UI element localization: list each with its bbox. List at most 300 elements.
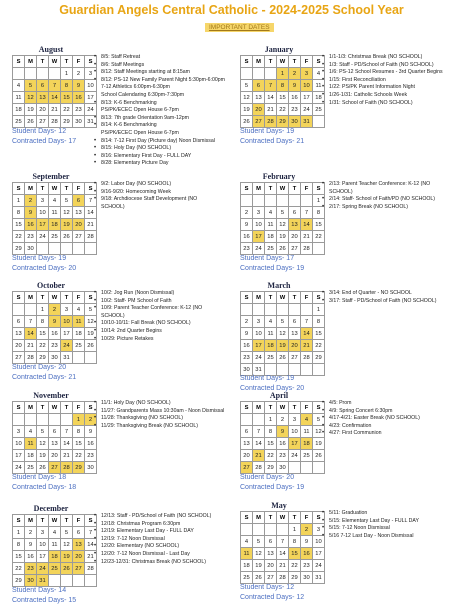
day-cell: 7: [85, 527, 97, 539]
day-cell: 23: [289, 104, 301, 116]
weekday-header: S: [313, 56, 325, 68]
day-cell: 5: [277, 316, 289, 328]
day-cell: 13: [289, 219, 301, 231]
december-month-title: December: [33, 504, 69, 513]
day-cell: 23: [25, 563, 37, 575]
august-day-grid: [12, 55, 97, 128]
weekday-header: W: [49, 515, 61, 527]
day-cell: 8: [73, 426, 85, 438]
january-day-grid: [240, 55, 325, 128]
empty-cell: [241, 524, 253, 536]
day-cell: 23: [241, 352, 253, 364]
weekday-header: M: [253, 402, 265, 414]
day-cell: 13: [49, 438, 61, 450]
day-cell: 18: [49, 219, 61, 231]
day-cell: 20: [289, 231, 301, 243]
day-cell: 23: [25, 231, 37, 243]
day-cell: 24: [253, 352, 265, 364]
event-item: • 8/5: Staff Retreat: [93, 54, 225, 62]
day-cell: 24: [13, 462, 25, 474]
january-calendar: [240, 44, 322, 128]
empty-cell: [241, 414, 253, 426]
day-cell: 15: [13, 219, 25, 231]
may-month-title: May: [271, 501, 287, 510]
day-cell: 23: [49, 340, 61, 352]
student-days: Student Days- 12: [12, 127, 67, 135]
november-calendar: [12, 390, 94, 474]
day-cell: 22: [13, 231, 25, 243]
day-cell: 8: [61, 80, 73, 92]
weekday-header: S: [13, 292, 25, 304]
day-cell: 1: [13, 195, 25, 207]
day-cell: 22: [37, 340, 49, 352]
event-item: • 4/17-4/21: Easter Break (NO SCHOOL): [321, 415, 420, 423]
event-item: • 3/17: Staff - PD/School of Faith (NO SCHOOL): [321, 298, 436, 306]
day-cell: 29: [277, 116, 289, 128]
day-cell: 3: [301, 68, 313, 80]
january-day-counts: [240, 127, 350, 147]
empty-cell: [301, 304, 313, 316]
day-cell: 8: [13, 539, 25, 551]
day-cell: 28: [85, 231, 97, 243]
day-cell: 6: [253, 80, 265, 92]
empty-cell: [25, 68, 37, 80]
weekday-header: T: [37, 56, 49, 68]
day-cell: 25: [13, 116, 25, 128]
day-cell: 6: [49, 426, 61, 438]
day-cell: 17: [85, 92, 97, 104]
day-cell: 12: [61, 207, 73, 219]
day-cell: 15: [289, 548, 301, 560]
weekday-header: T: [37, 292, 49, 304]
student-days: Student Days- 17: [240, 254, 295, 262]
empty-cell: [49, 414, 61, 426]
day-cell: 18: [25, 450, 37, 462]
event-item: • 12/20: 7-12 Noon Dismissal - Last Day: [93, 551, 211, 559]
february-month-title: February: [262, 172, 296, 181]
weekday-header: T: [289, 292, 301, 304]
weekday-header: S: [313, 292, 325, 304]
day-cell: 16: [289, 92, 301, 104]
day-cell: 11: [313, 80, 325, 92]
day-cell: 4: [241, 536, 253, 548]
contracted-days: Contracted Days- 19: [240, 483, 305, 491]
october-calendar: [12, 280, 94, 364]
day-cell: 2: [25, 195, 37, 207]
march-calendar: [240, 280, 322, 376]
day-cell: 10: [301, 80, 313, 92]
weekday-header: T: [61, 56, 73, 68]
october-day-grid: [12, 291, 97, 364]
day-cell: 26: [85, 340, 97, 352]
day-cell: 27: [253, 116, 265, 128]
september-day-grid: [12, 182, 97, 255]
event-item: • 4/5: Prom: [321, 400, 420, 408]
empty-cell: [25, 414, 37, 426]
day-cell: 18: [73, 328, 85, 340]
day-cell: 27: [73, 563, 85, 575]
weekday-header: S: [313, 512, 325, 524]
event-item: • 8/28: Elementary Picture Day: [93, 160, 225, 168]
weekday-header: W: [277, 512, 289, 524]
day-cell: 4: [73, 304, 85, 316]
event-item: • 9/16-9/20: Homecoming Week: [93, 189, 197, 197]
day-cell: 20: [73, 219, 85, 231]
weekday-header: F: [301, 56, 313, 68]
day-cell: 22: [277, 104, 289, 116]
day-cell: 28: [253, 462, 265, 474]
day-cell: 5: [313, 414, 325, 426]
day-cell: 28: [49, 116, 61, 128]
event-item: • 12/13: Staff - PD/School of Faith (NO SCHOOL): [93, 513, 211, 521]
day-cell: 8: [313, 207, 325, 219]
day-cell: 9: [73, 80, 85, 92]
day-cell: 18: [301, 438, 313, 450]
day-cell: 8: [313, 316, 325, 328]
april-day-counts: [240, 473, 350, 493]
day-cell: 13: [73, 207, 85, 219]
empty-cell: [265, 524, 277, 536]
event-item: • 8/15: Holy Day (NO SCHOOL): [93, 145, 225, 153]
november-month-title: November: [33, 391, 69, 400]
event-item: • 1/26-1/31: Catholic Schools Week: [321, 92, 443, 100]
day-cell: 16: [73, 92, 85, 104]
day-cell: 29: [289, 572, 301, 584]
day-cell: 28: [301, 352, 313, 364]
march-day-grid: [240, 291, 325, 376]
day-cell: 30: [25, 575, 37, 587]
day-cell: 5: [277, 207, 289, 219]
event-item: • 8/12: PS-12 New Family Parent Night 5:30pm-6:00pm: [93, 77, 225, 85]
day-cell: 14: [301, 328, 313, 340]
day-cell: 29: [313, 352, 325, 364]
day-cell: 22: [265, 450, 277, 462]
empty-cell: [241, 304, 253, 316]
event-item: PS/PK/ECEC Open House 6-7pm: [101, 129, 179, 136]
day-cell: 27: [289, 243, 301, 255]
day-cell: 20: [37, 104, 49, 116]
day-cell: 9: [85, 426, 97, 438]
day-cell: 28: [277, 572, 289, 584]
day-cell: 7: [301, 207, 313, 219]
april-event-list: [321, 400, 420, 438]
weekday-header: S: [13, 183, 25, 195]
day-cell: 25: [313, 104, 325, 116]
day-cell: 31: [37, 575, 49, 587]
day-cell: 7: [61, 426, 73, 438]
day-cell: 24: [289, 450, 301, 462]
weekday-header: S: [85, 515, 97, 527]
day-cell: 13: [265, 548, 277, 560]
student-days: Student Days- 19: [240, 127, 295, 135]
weekday-header: T: [289, 183, 301, 195]
day-cell: 4: [13, 80, 25, 92]
day-cell: 5: [253, 536, 265, 548]
day-cell: 19: [313, 438, 325, 450]
day-cell: 3: [37, 195, 49, 207]
weekday-header: T: [61, 292, 73, 304]
weekday-header: M: [25, 183, 37, 195]
weekday-header: W: [277, 56, 289, 68]
event-item: • 9/18: Archdiocese Staff Development (NO: [93, 196, 197, 204]
day-cell: 21: [25, 340, 37, 352]
day-cell: 4: [25, 426, 37, 438]
empty-cell: [13, 68, 25, 80]
empty-cell: [49, 68, 61, 80]
day-cell: 27: [289, 352, 301, 364]
empty-cell: [37, 68, 49, 80]
event-item: • 3/14: End of Quarter - NO SCHOOL: [321, 290, 436, 298]
day-cell: 14: [25, 328, 37, 340]
empty-cell: [13, 414, 25, 426]
day-cell: 18: [313, 92, 325, 104]
empty-cell: [289, 304, 301, 316]
day-cell: 10: [313, 536, 325, 548]
day-cell: 28: [61, 462, 73, 474]
day-cell: 16: [301, 548, 313, 560]
day-cell: 17: [301, 92, 313, 104]
day-cell: 14: [265, 92, 277, 104]
day-cell: 11: [301, 426, 313, 438]
event-item: • 5/15: Elementary Last Day - FULL DAY: [321, 518, 419, 526]
student-days: Student Days- 19: [12, 254, 67, 262]
day-cell: 24: [301, 104, 313, 116]
day-cell: 17: [289, 438, 301, 450]
day-cell: 3: [289, 414, 301, 426]
day-cell: 28: [265, 116, 277, 128]
day-cell: 18: [241, 560, 253, 572]
day-cell: 26: [61, 563, 73, 575]
weekday-header: W: [277, 183, 289, 195]
empty-cell: [265, 68, 277, 80]
event-item: • 8/12: Staff Meetings starting at 8:15am: [93, 69, 225, 77]
event-item: • 12/18: Christmas Program 6:30pm: [93, 521, 211, 529]
february-calendar: [240, 171, 322, 255]
day-cell: 2: [301, 524, 313, 536]
weekday-header: F: [73, 402, 85, 414]
day-cell: 20: [253, 104, 265, 116]
day-cell: 25: [265, 243, 277, 255]
day-cell: 30: [277, 462, 289, 474]
day-cell: 5: [37, 426, 49, 438]
empty-cell: [289, 195, 301, 207]
weekday-header: S: [241, 56, 253, 68]
event-item: • 8/16: Elementary First Day - FULL DAY: [93, 153, 225, 161]
day-cell: 1: [265, 414, 277, 426]
weekday-header: W: [277, 292, 289, 304]
student-days: Student Days- 20: [240, 473, 295, 481]
day-cell: 21: [265, 104, 277, 116]
september-event-list: [93, 181, 197, 211]
day-cell: 12: [37, 438, 49, 450]
march-month-title: March: [267, 281, 291, 290]
day-cell: 27: [37, 116, 49, 128]
event-item: • 1/15: First Reconciliation: [321, 77, 443, 85]
event-item: • 12/23-12/31: Christmas Break (NO SCHOOL): [93, 559, 211, 567]
day-cell: 4: [49, 195, 61, 207]
day-cell: 28: [85, 563, 97, 575]
day-cell: 25: [241, 572, 253, 584]
day-cell: 29: [13, 575, 25, 587]
day-cell: 16: [85, 438, 97, 450]
day-cell: 9: [49, 316, 61, 328]
day-cell: 1: [73, 414, 85, 426]
day-cell: 18: [13, 104, 25, 116]
weekday-header: S: [13, 402, 25, 414]
day-cell: 26: [25, 116, 37, 128]
event-item: • 1/1-1/3: Christmas Break (NO SCHOOL): [321, 54, 443, 62]
may-event-list: [321, 510, 419, 540]
student-days: Student Days- 12: [240, 583, 295, 591]
day-cell: 2: [73, 68, 85, 80]
weekday-header: T: [37, 183, 49, 195]
january-month-title: January: [264, 45, 294, 54]
event-item: • 1/22: PS/PK Parent Information Night: [321, 84, 443, 92]
event-item: • 4/23: Confirmation: [321, 423, 420, 431]
day-cell: 19: [61, 219, 73, 231]
weekday-header: W: [49, 183, 61, 195]
weekday-header: M: [25, 56, 37, 68]
weekday-header: T: [265, 512, 277, 524]
day-cell: 3: [313, 524, 325, 536]
day-cell: 20: [241, 450, 253, 462]
november-day-grid: [12, 401, 97, 474]
day-cell: 30: [49, 352, 61, 364]
day-cell: 31: [301, 116, 313, 128]
contracted-days: Contracted Days- 20: [12, 264, 77, 272]
day-cell: 1: [13, 527, 25, 539]
august-calendar: [12, 44, 94, 128]
day-cell: 20: [13, 340, 25, 352]
day-cell: 25: [265, 352, 277, 364]
day-cell: 16: [25, 551, 37, 563]
day-cell: 4: [265, 207, 277, 219]
day-cell: 4: [313, 68, 325, 80]
event-item: • 10/2: Jog Run (Noon Dismissal): [93, 290, 202, 298]
day-cell: 13: [253, 92, 265, 104]
september-calendar: [12, 171, 94, 255]
day-cell: 30: [301, 572, 313, 584]
day-cell: 11: [49, 207, 61, 219]
day-cell: 2: [289, 68, 301, 80]
day-cell: 26: [253, 572, 265, 584]
event-item: • 10/10-10/11: Fall Break (NO SCHOOL): [93, 320, 202, 328]
day-cell: 17: [253, 340, 265, 352]
weekday-header: S: [241, 183, 253, 195]
day-cell: 21: [85, 219, 97, 231]
day-cell: 2: [85, 414, 97, 426]
day-cell: 7: [25, 316, 37, 328]
day-cell: 12: [61, 539, 73, 551]
january-event-list: [321, 54, 443, 107]
day-cell: 22: [61, 104, 73, 116]
day-cell: 16: [25, 219, 37, 231]
day-cell: 13: [241, 438, 253, 450]
day-cell: 1: [313, 304, 325, 316]
contracted-days: Contracted Days- 12: [240, 593, 305, 601]
day-cell: 30: [85, 462, 97, 474]
day-cell: 18: [49, 551, 61, 563]
empty-cell: [25, 304, 37, 316]
day-cell: 5: [85, 304, 97, 316]
weekday-header: T: [61, 515, 73, 527]
day-cell: 28: [301, 243, 313, 255]
day-cell: 6: [265, 536, 277, 548]
day-cell: 23: [301, 560, 313, 572]
day-cell: 11: [265, 219, 277, 231]
day-cell: 5: [61, 527, 73, 539]
event-item: • 12/19: 7-12 Noon Dismissal: [93, 536, 211, 544]
weekday-header: M: [25, 292, 37, 304]
day-cell: 21: [277, 560, 289, 572]
day-cell: 19: [37, 450, 49, 462]
day-cell: 19: [253, 560, 265, 572]
day-cell: 4: [265, 316, 277, 328]
weekday-header: S: [85, 183, 97, 195]
weekday-header: F: [73, 56, 85, 68]
event-item: • 10/9: Parent Teacher Conference: K-12 (NO: [93, 305, 202, 313]
day-cell: 22: [313, 231, 325, 243]
important-dates-badge[interactable]: IMPORTANT DATES: [205, 23, 274, 32]
day-cell: 11: [25, 438, 37, 450]
day-cell: 31: [61, 352, 73, 364]
february-day-counts: [240, 254, 350, 274]
day-cell: 23: [73, 104, 85, 116]
day-cell: 17: [61, 328, 73, 340]
day-cell: 27: [241, 462, 253, 474]
day-cell: 20: [265, 560, 277, 572]
event-item: SCHOOL): [101, 312, 125, 319]
day-cell: 10: [37, 207, 49, 219]
weekday-header: T: [37, 515, 49, 527]
day-cell: 17: [37, 551, 49, 563]
day-cell: 31: [85, 116, 97, 128]
day-cell: 15: [37, 328, 49, 340]
contracted-days: Contracted Days- 15: [12, 596, 77, 604]
weekday-header: W: [49, 402, 61, 414]
day-cell: 23: [85, 450, 97, 462]
day-cell: 27: [13, 352, 25, 364]
december-event-list: [93, 513, 211, 566]
day-cell: 26: [61, 231, 73, 243]
weekday-header: T: [265, 56, 277, 68]
day-cell: 7: [49, 80, 61, 92]
day-cell: 1: [61, 68, 73, 80]
day-cell: 7: [253, 426, 265, 438]
weekday-header: S: [313, 402, 325, 414]
weekday-header: T: [289, 56, 301, 68]
day-cell: 25: [73, 340, 85, 352]
day-cell: 19: [61, 551, 73, 563]
weekday-header: F: [301, 183, 313, 195]
september-month-title: September: [32, 172, 70, 181]
day-cell: 3: [85, 68, 97, 80]
student-days: Student Days- 14: [12, 586, 67, 594]
event-item: • 9/2: Labor Day (NO SCHOOL): [93, 181, 197, 189]
day-cell: 25: [49, 231, 61, 243]
february-day-grid: [240, 182, 325, 255]
day-cell: 11: [13, 92, 25, 104]
day-cell: 17: [313, 548, 325, 560]
event-item: • 2/14: Staff- School of Faith/PD (NO SCHOOL): [321, 196, 435, 204]
day-cell: 29: [73, 462, 85, 474]
day-cell: 4: [301, 414, 313, 426]
day-cell: 20: [289, 340, 301, 352]
weekday-header: S: [85, 402, 97, 414]
day-cell: 17: [37, 219, 49, 231]
december-day-counts: [12, 586, 122, 606]
may-calendar: [240, 500, 322, 584]
